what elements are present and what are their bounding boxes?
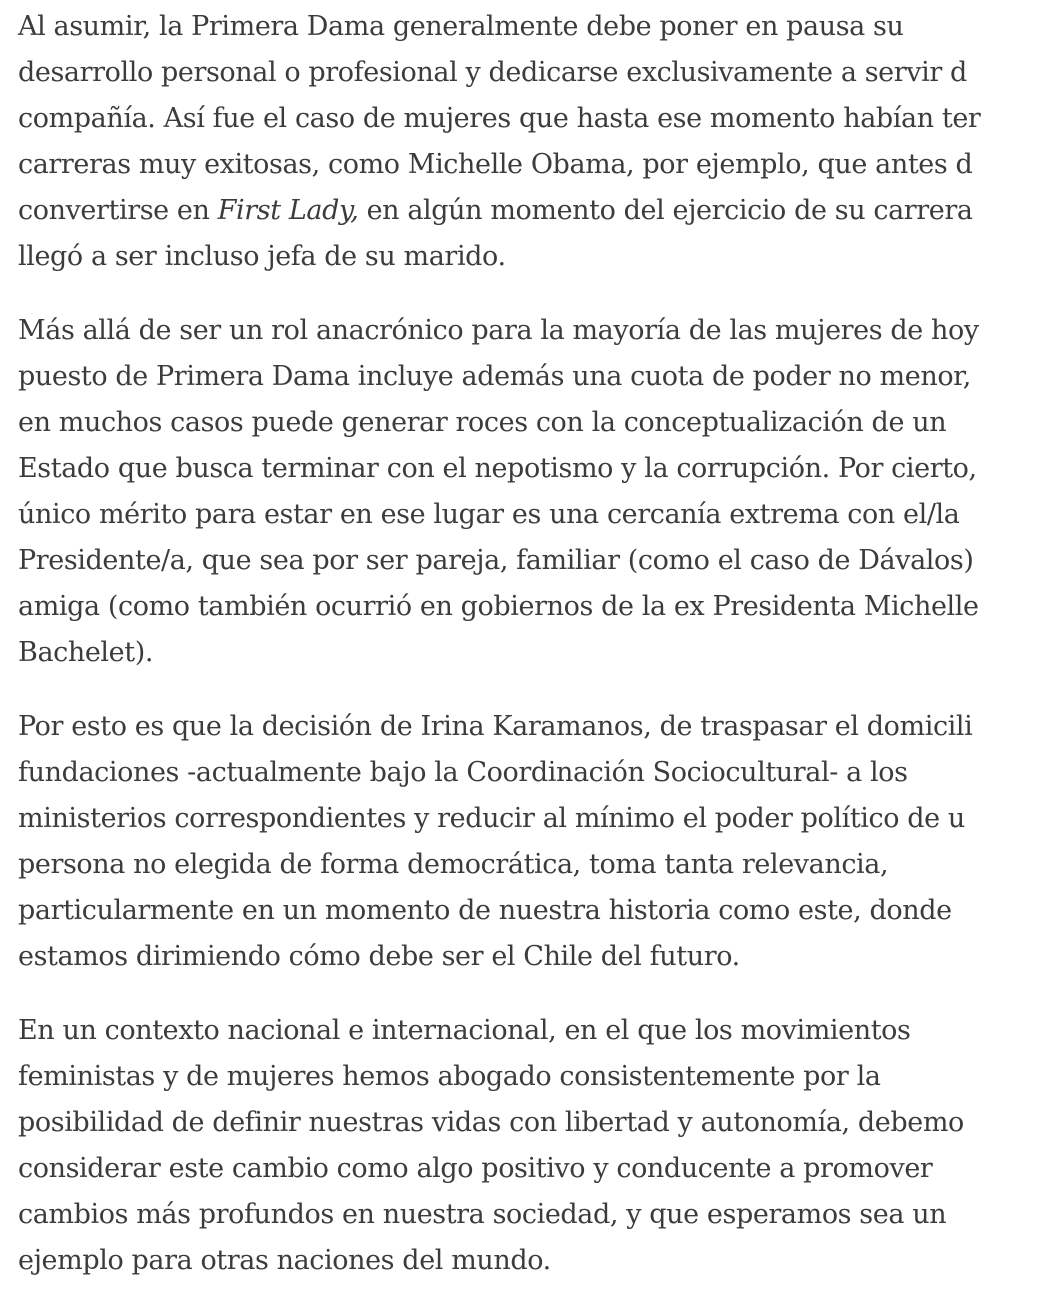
- text-line: estamos dirimiendo cómo debe ser el Chile del futuro.: [18, 941, 740, 972]
- text-line: en muchos casos puede generar roces con la conceptualización de un: [18, 407, 947, 438]
- paragraph-3: [18, 704, 1054, 980]
- text-line: considerar este cambio como algo positivo y conducente a promover: [18, 1153, 933, 1184]
- text-line: fundaciones -actualmente bajo la Coordinación Sociocultural- a los: [18, 757, 908, 788]
- text-line: carreras muy exitosas, como Michelle Obama, por ejemplo, que antes d: [18, 149, 973, 180]
- text-line: ejemplo para otras naciones del mundo.: [18, 1245, 551, 1276]
- text-line: En un contexto nacional e internacional, en el que los movimientos: [18, 1015, 911, 1046]
- text-line: ministerios correspondientes y reducir al mínimo el poder político de u: [18, 803, 965, 834]
- text-fragment: convertirse en: [18, 195, 218, 226]
- text-line: Bachelet).: [18, 637, 154, 668]
- text-line: posibilidad de definir nuestras vidas con libertad y autonomía, debemo: [18, 1107, 964, 1138]
- text-line: [18, 188, 1054, 234]
- text-line: compañía. Así fue el caso de mujeres que hasta ese momento habían ter: [18, 103, 981, 134]
- paragraph-2: [18, 308, 1054, 676]
- text-line: particularmente en un momento de nuestra historia como este, donde: [18, 895, 952, 926]
- text-fragment: en algún momento del ejercicio de su carrera: [358, 195, 973, 226]
- text-line: amiga (como también ocurrió en gobiernos de la ex Presidenta Michelle: [18, 591, 979, 622]
- text-line: puesto de Primera Dama incluye además una cuota de poder no menor,: [18, 361, 971, 392]
- text-line: Estado que busca terminar con el nepotismo y la corrupción. Por cierto,: [18, 453, 977, 484]
- text-line: único mérito para estar en ese lugar es una cercanía extrema con el/la: [18, 499, 960, 530]
- text-line: feministas y de mujeres hemos abogado consistentemente por la: [18, 1061, 881, 1092]
- italic-term: First Lady,: [217, 195, 359, 226]
- paragraph-1: [18, 4, 1054, 280]
- text-line: llegó a ser incluso jefa de su marido.: [18, 241, 506, 272]
- text-line: Más allá de ser un rol anacrónico para la mayoría de las mujeres de hoy: [18, 315, 979, 346]
- paragraph-4: [18, 1008, 1054, 1284]
- text-line: desarrollo personal o profesional y dedicarse exclusivamente a servir d: [18, 57, 967, 88]
- text-line: Presidente/a, que sea por ser pareja, familiar (como el caso de Dávalos): [18, 545, 974, 576]
- article-body: [18, 0, 1054, 1312]
- text-line: persona no elegida de forma democrática, toma tanta relevancia,: [18, 849, 889, 880]
- text-line: Por esto es que la decisión de Irina Karamanos, de traspasar el domicili: [18, 711, 973, 742]
- text-line: Al asumir, la Primera Dama generalmente debe poner en pausa su: [18, 11, 904, 42]
- text-line: cambios más profundos en nuestra sociedad, y que esperamos sea un: [18, 1199, 947, 1230]
